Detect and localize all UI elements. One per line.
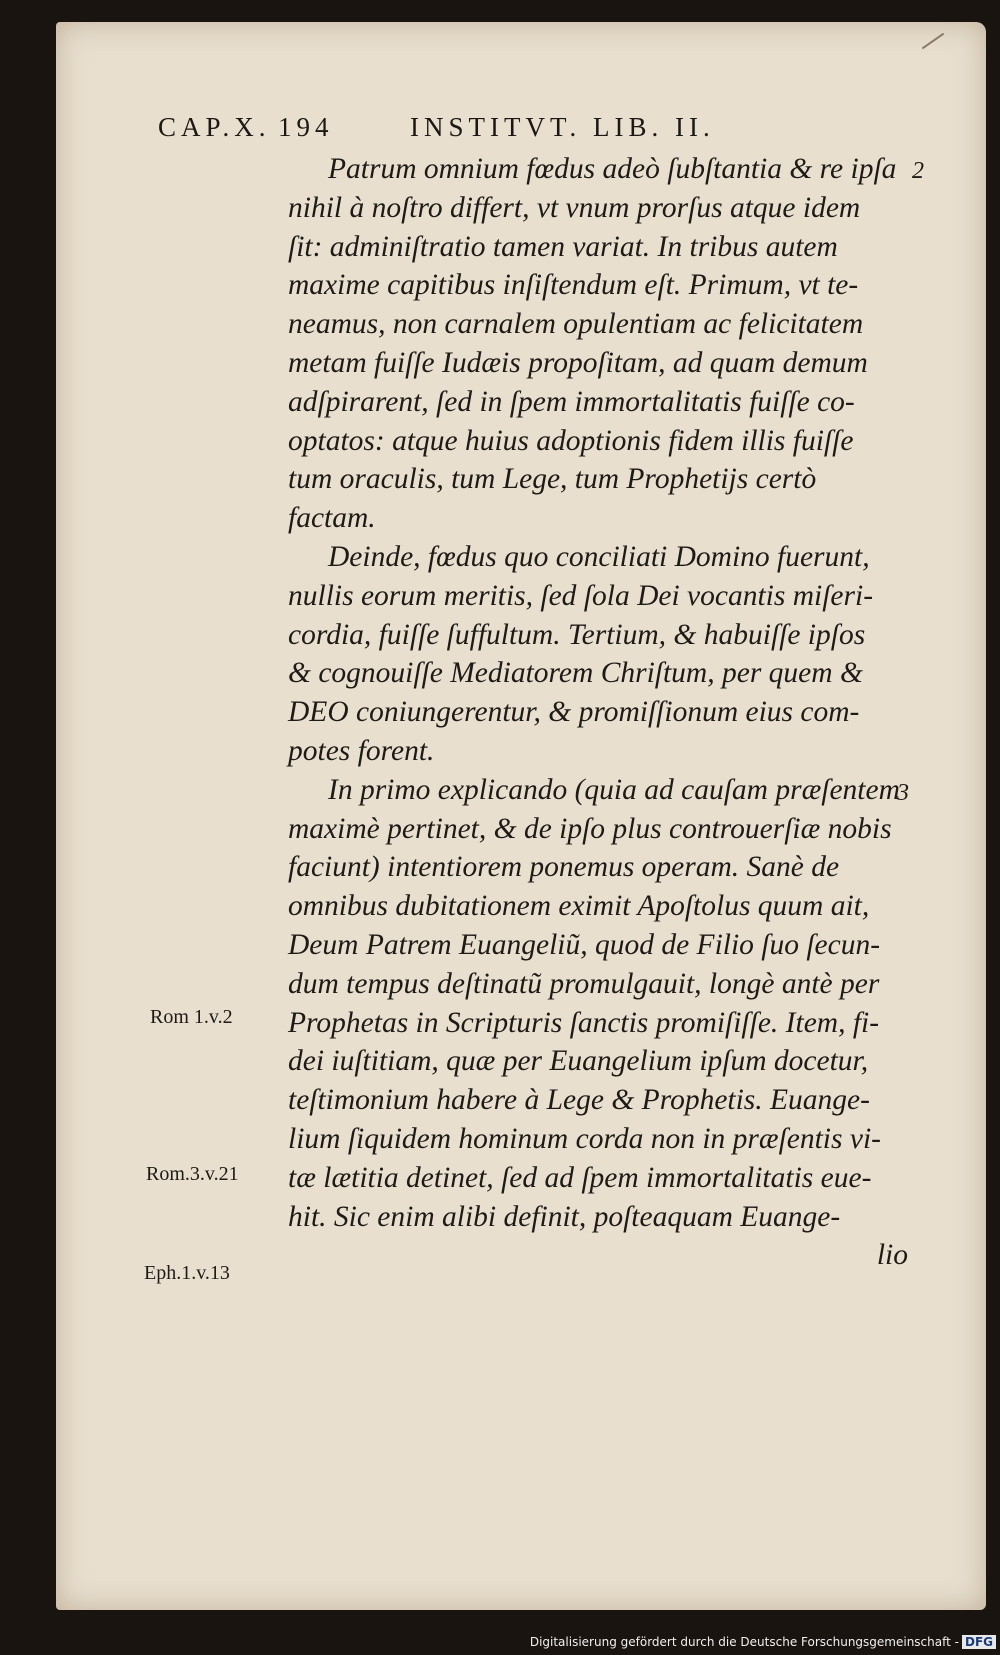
digitization-footer — [530, 1635, 996, 1649]
margin-note-rom-1: Rom 1.v.2 — [150, 1006, 233, 1028]
text-line: tæ lætitia detinet, ſed ad ſpem immortalitatis eue- — [288, 1161, 872, 1194]
text-line: metam fuiſſe Iudæis propoſitam, ad quam demum — [288, 346, 868, 379]
text-line: tum oraculis, tum Lege, tum Prophetijs certò — [288, 463, 817, 496]
text-line: factam. — [288, 502, 376, 535]
text-line: dum tempus deſtinatũ promulgauit, longè antè per — [288, 967, 880, 1000]
text-line: cordia, fuiſſe ſuffultum. Tertium, & habuiſſe ipſos — [288, 618, 866, 651]
text-line: Deum Patrem Euangeliũ, quod de Filio ſuo ſecun- — [288, 928, 881, 961]
text-line: DEO coniungerentur, & promiſſionum eius com- — [288, 696, 860, 729]
text-line: adſpirarent, ſed in ſpem immortalitatis fuiſſe co- — [288, 385, 855, 418]
book-title: INSTITVT. LIB. II. — [410, 112, 715, 142]
text-line: Patrum omnium fœdus adeò ſubſtantia & re ipſa — [328, 153, 897, 185]
text-line: ſit: adminiſtratio tamen variat. In tribus autem — [288, 230, 838, 263]
text-line: potes forent. — [288, 734, 435, 767]
paragraph-number: 2 — [912, 158, 924, 184]
paragraph-2 — [288, 538, 948, 771]
text-line: optatos: atque huius adoptionis fidem illis fuiſſe — [288, 424, 854, 457]
text-line: Deinde, fœdus quo conciliati Domino fuerunt, — [328, 540, 870, 573]
text-line: maximè pertinet, & de ipſo plus controuerſiæ nobis — [288, 812, 892, 845]
text-line: hit. Sic enim alibi definit, poſteaquam Euange- — [288, 1200, 841, 1233]
chapter-label: CAP.X. — [158, 112, 271, 142]
margin-note-eph-1: Eph.1.v.13 — [144, 1262, 230, 1284]
dfg-logo: DFG — [962, 1635, 996, 1649]
catchword: lio — [876, 1239, 908, 1272]
text-line: Prophetas in Scripturis ſanctis promiſiſſe. Item, fi- — [288, 1006, 880, 1039]
text-line: nullis eorum meritis, ſed ſola Dei vocantis miſeri- — [288, 579, 874, 612]
text-line: & cognouiſſe Mediatorem Chriſtum, per quem & — [288, 657, 863, 690]
text-line: nihil à noſtro differt, vt vnum prorſus atque idem — [288, 191, 861, 224]
text-line: neamus, non carnalem opulentiam ac felicitatem — [288, 308, 864, 341]
footer-text: Digitalisierung gefördert durch die Deutsche Forschungsgemeinschaft - — [529, 1635, 959, 1649]
text-line: faciunt) intentiorem ponemus operam. Sanè de — [288, 851, 840, 884]
paragraph-3 — [288, 771, 948, 1237]
text-line: dei iuſtitiam, quæ per Euangelium ipſum docetur, — [288, 1045, 869, 1078]
text-line: omnibus dubitationem eximit Apoſtolus quum ait, — [288, 890, 870, 923]
text-line: In primo explicando (quia ad cauſam præſentem — [328, 773, 900, 806]
text-line: maxime capitibus inſiſtendum eſt. Primum, vt te- — [288, 269, 859, 302]
margin-note-rom-3: Rom.3.v.21 — [146, 1163, 239, 1185]
page-number: 194 — [278, 112, 334, 142]
paragraph-number: 3 — [897, 780, 909, 806]
text-line: teſtimonium habere à Lege & Prophetis. Euange- — [288, 1084, 870, 1117]
running-head — [158, 112, 858, 152]
paragraph-1 — [288, 150, 948, 538]
text-line: lium ſiquidem hominum corda non in præſentis vi- — [288, 1122, 881, 1155]
body-text — [288, 150, 948, 1275]
